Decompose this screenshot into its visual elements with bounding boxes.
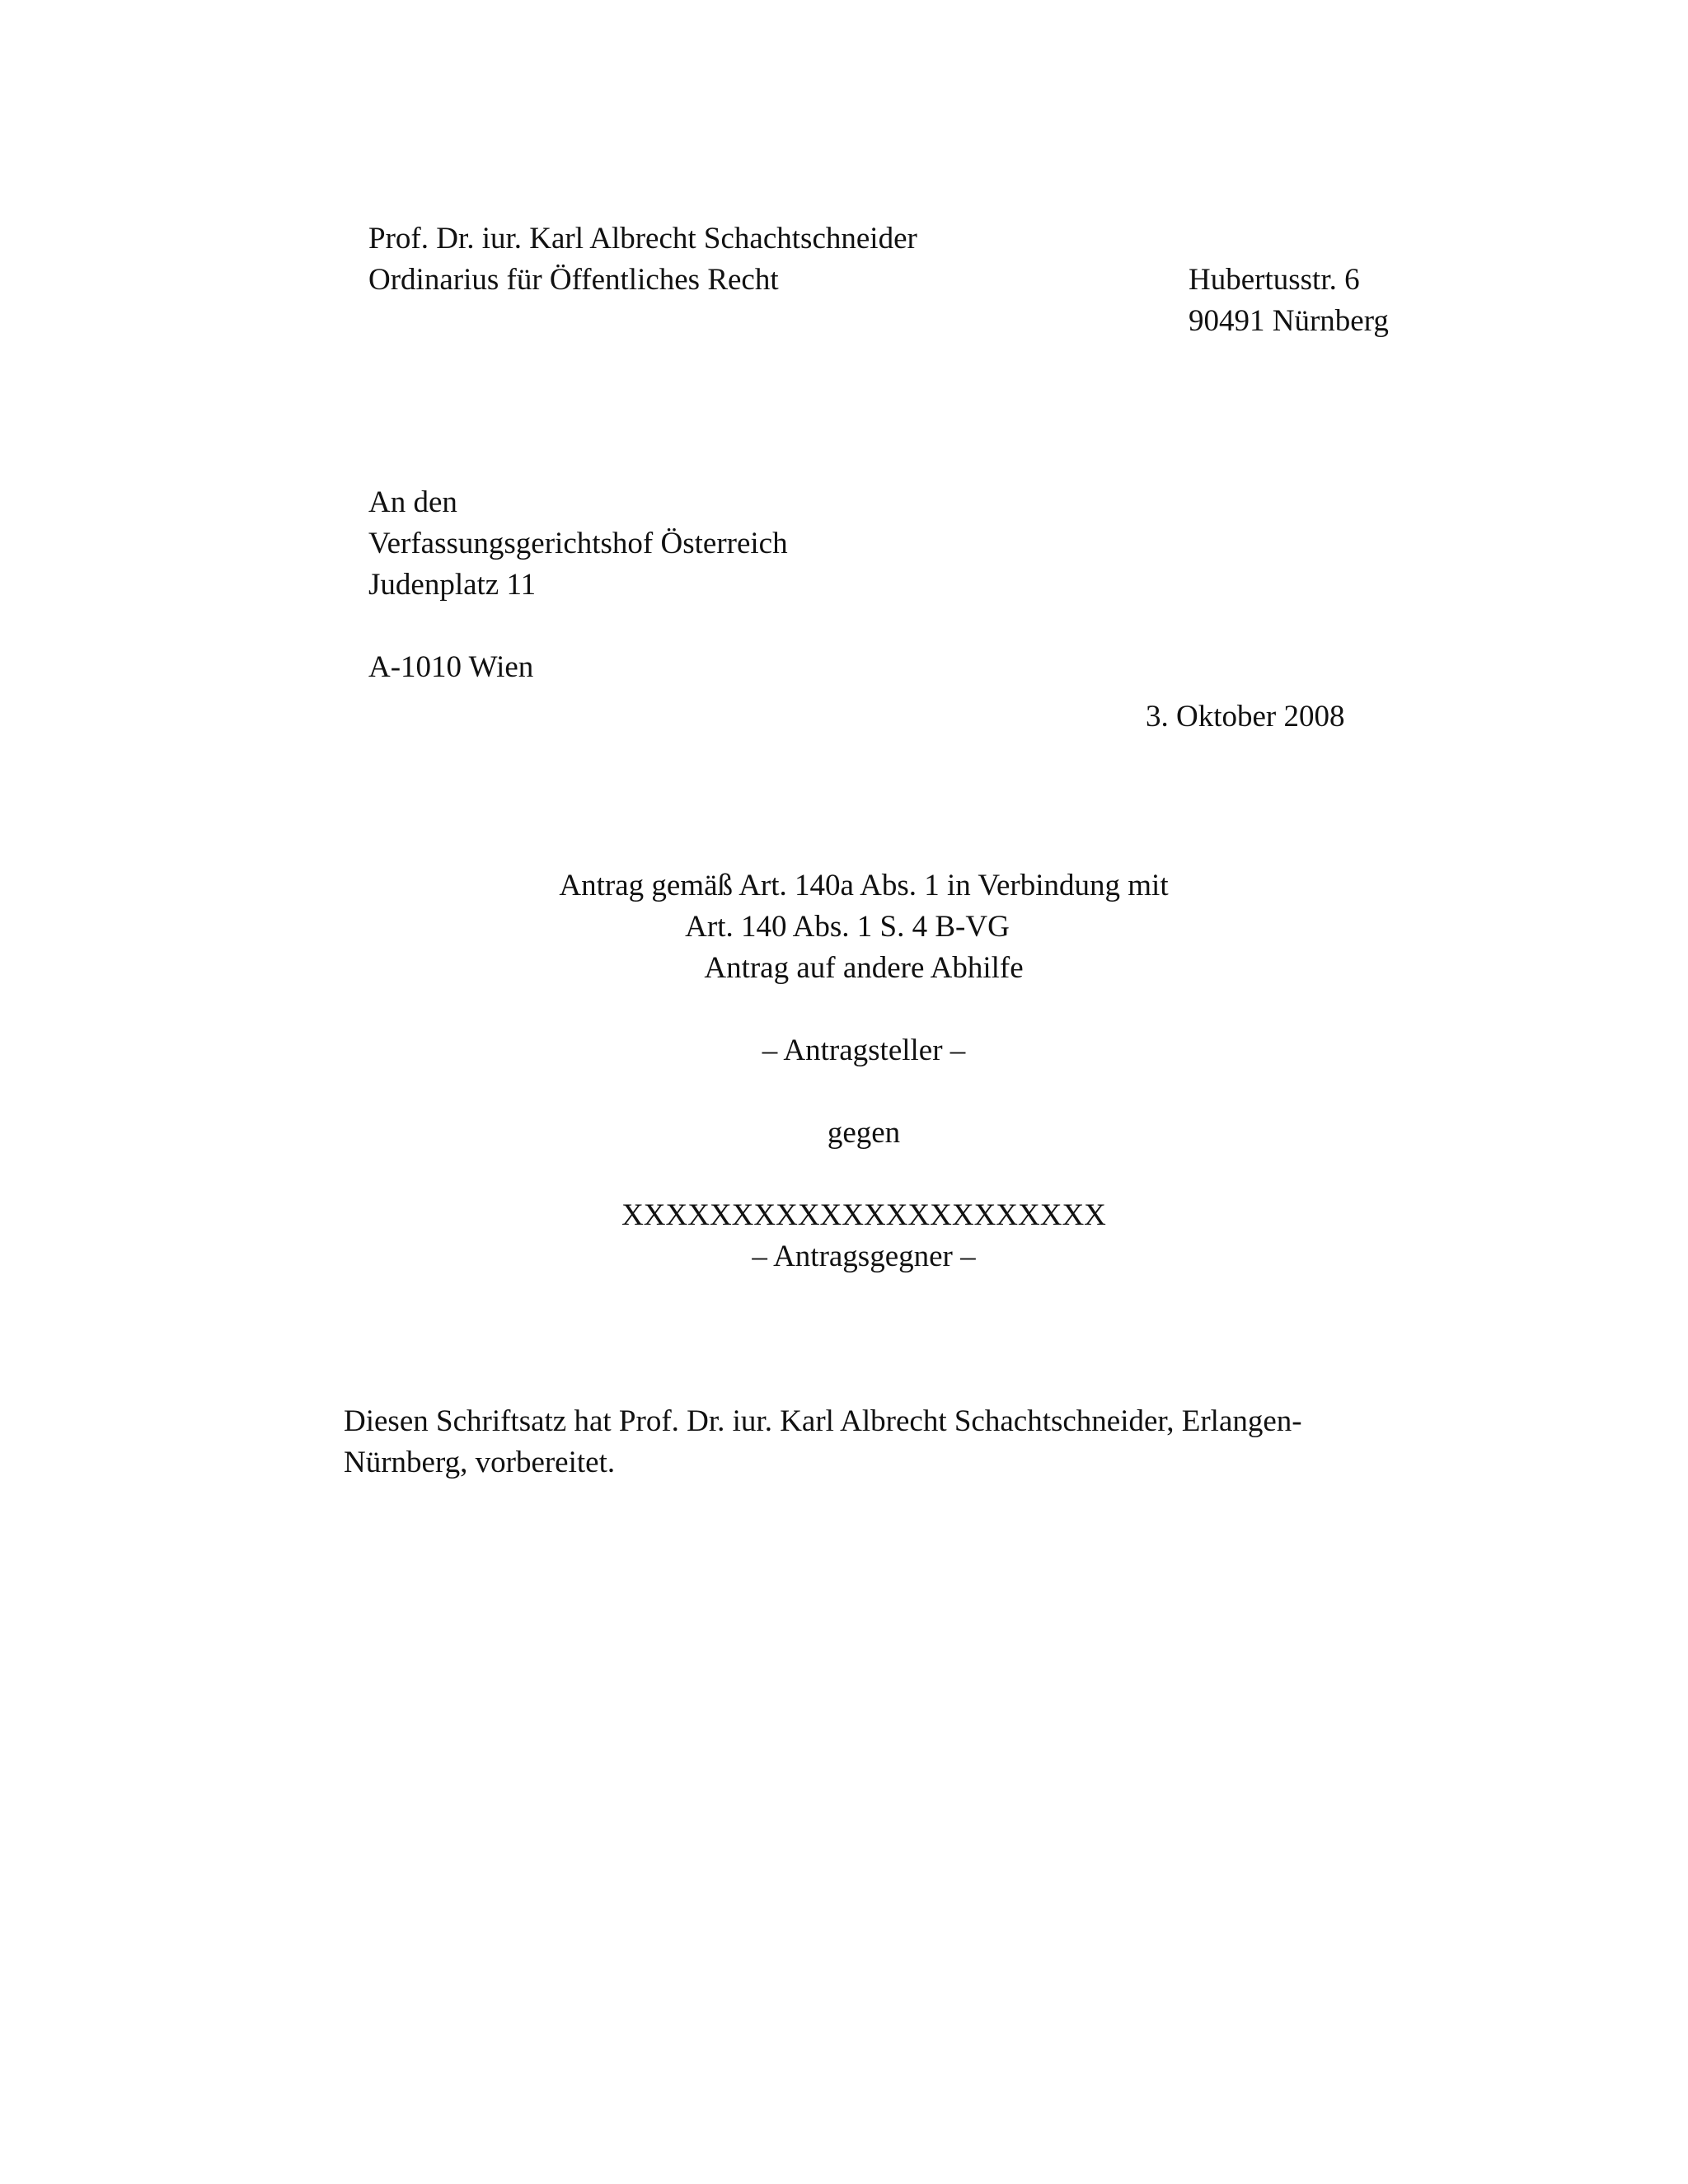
heading-line-1: Antrag gemäß Art. 140a Abs. 1 in Verbindung mit <box>559 869 1169 902</box>
recipient-court: Verfassungsgerichtshof Österreich <box>368 527 788 560</box>
recipient-city: A-1010 Wien <box>368 650 534 684</box>
heading-line-3: Antrag auf andere Abhilfe <box>704 951 1024 985</box>
sender-position: Ordinarius für Öffentliches Recht <box>368 263 779 297</box>
heading-line-2: Art. 140 Abs. 1 S. 4 B-VG <box>685 910 1010 944</box>
sender-street: Hubertusstr. 6 <box>1189 263 1360 297</box>
respondent-name: XXXXXXXXXXXXXXXXXXXXXX <box>621 1198 1106 1232</box>
recipient-street: Judenplatz 11 <box>368 568 537 602</box>
recipient-salutation: An den <box>368 485 457 519</box>
respondent-role: – Antragsgegner – <box>752 1240 976 1273</box>
letter-date: 3. Oktober 2008 <box>1146 700 1345 733</box>
closing-line-2: Nürnberg, vorbereitet. <box>344 1446 616 1479</box>
sender-city: 90491 Nürnberg <box>1189 304 1389 338</box>
applicant-role: – Antragsteller – <box>762 1033 966 1067</box>
sender-name: Prof. Dr. iur. Karl Albrecht Schachtschneider <box>368 222 917 255</box>
closing-line-1: Diesen Schriftsatz hat Prof. Dr. iur. Karl Albrecht Schachtschneider, Erlangen- <box>344 1404 1302 1438</box>
versus-label: gegen <box>827 1116 901 1150</box>
